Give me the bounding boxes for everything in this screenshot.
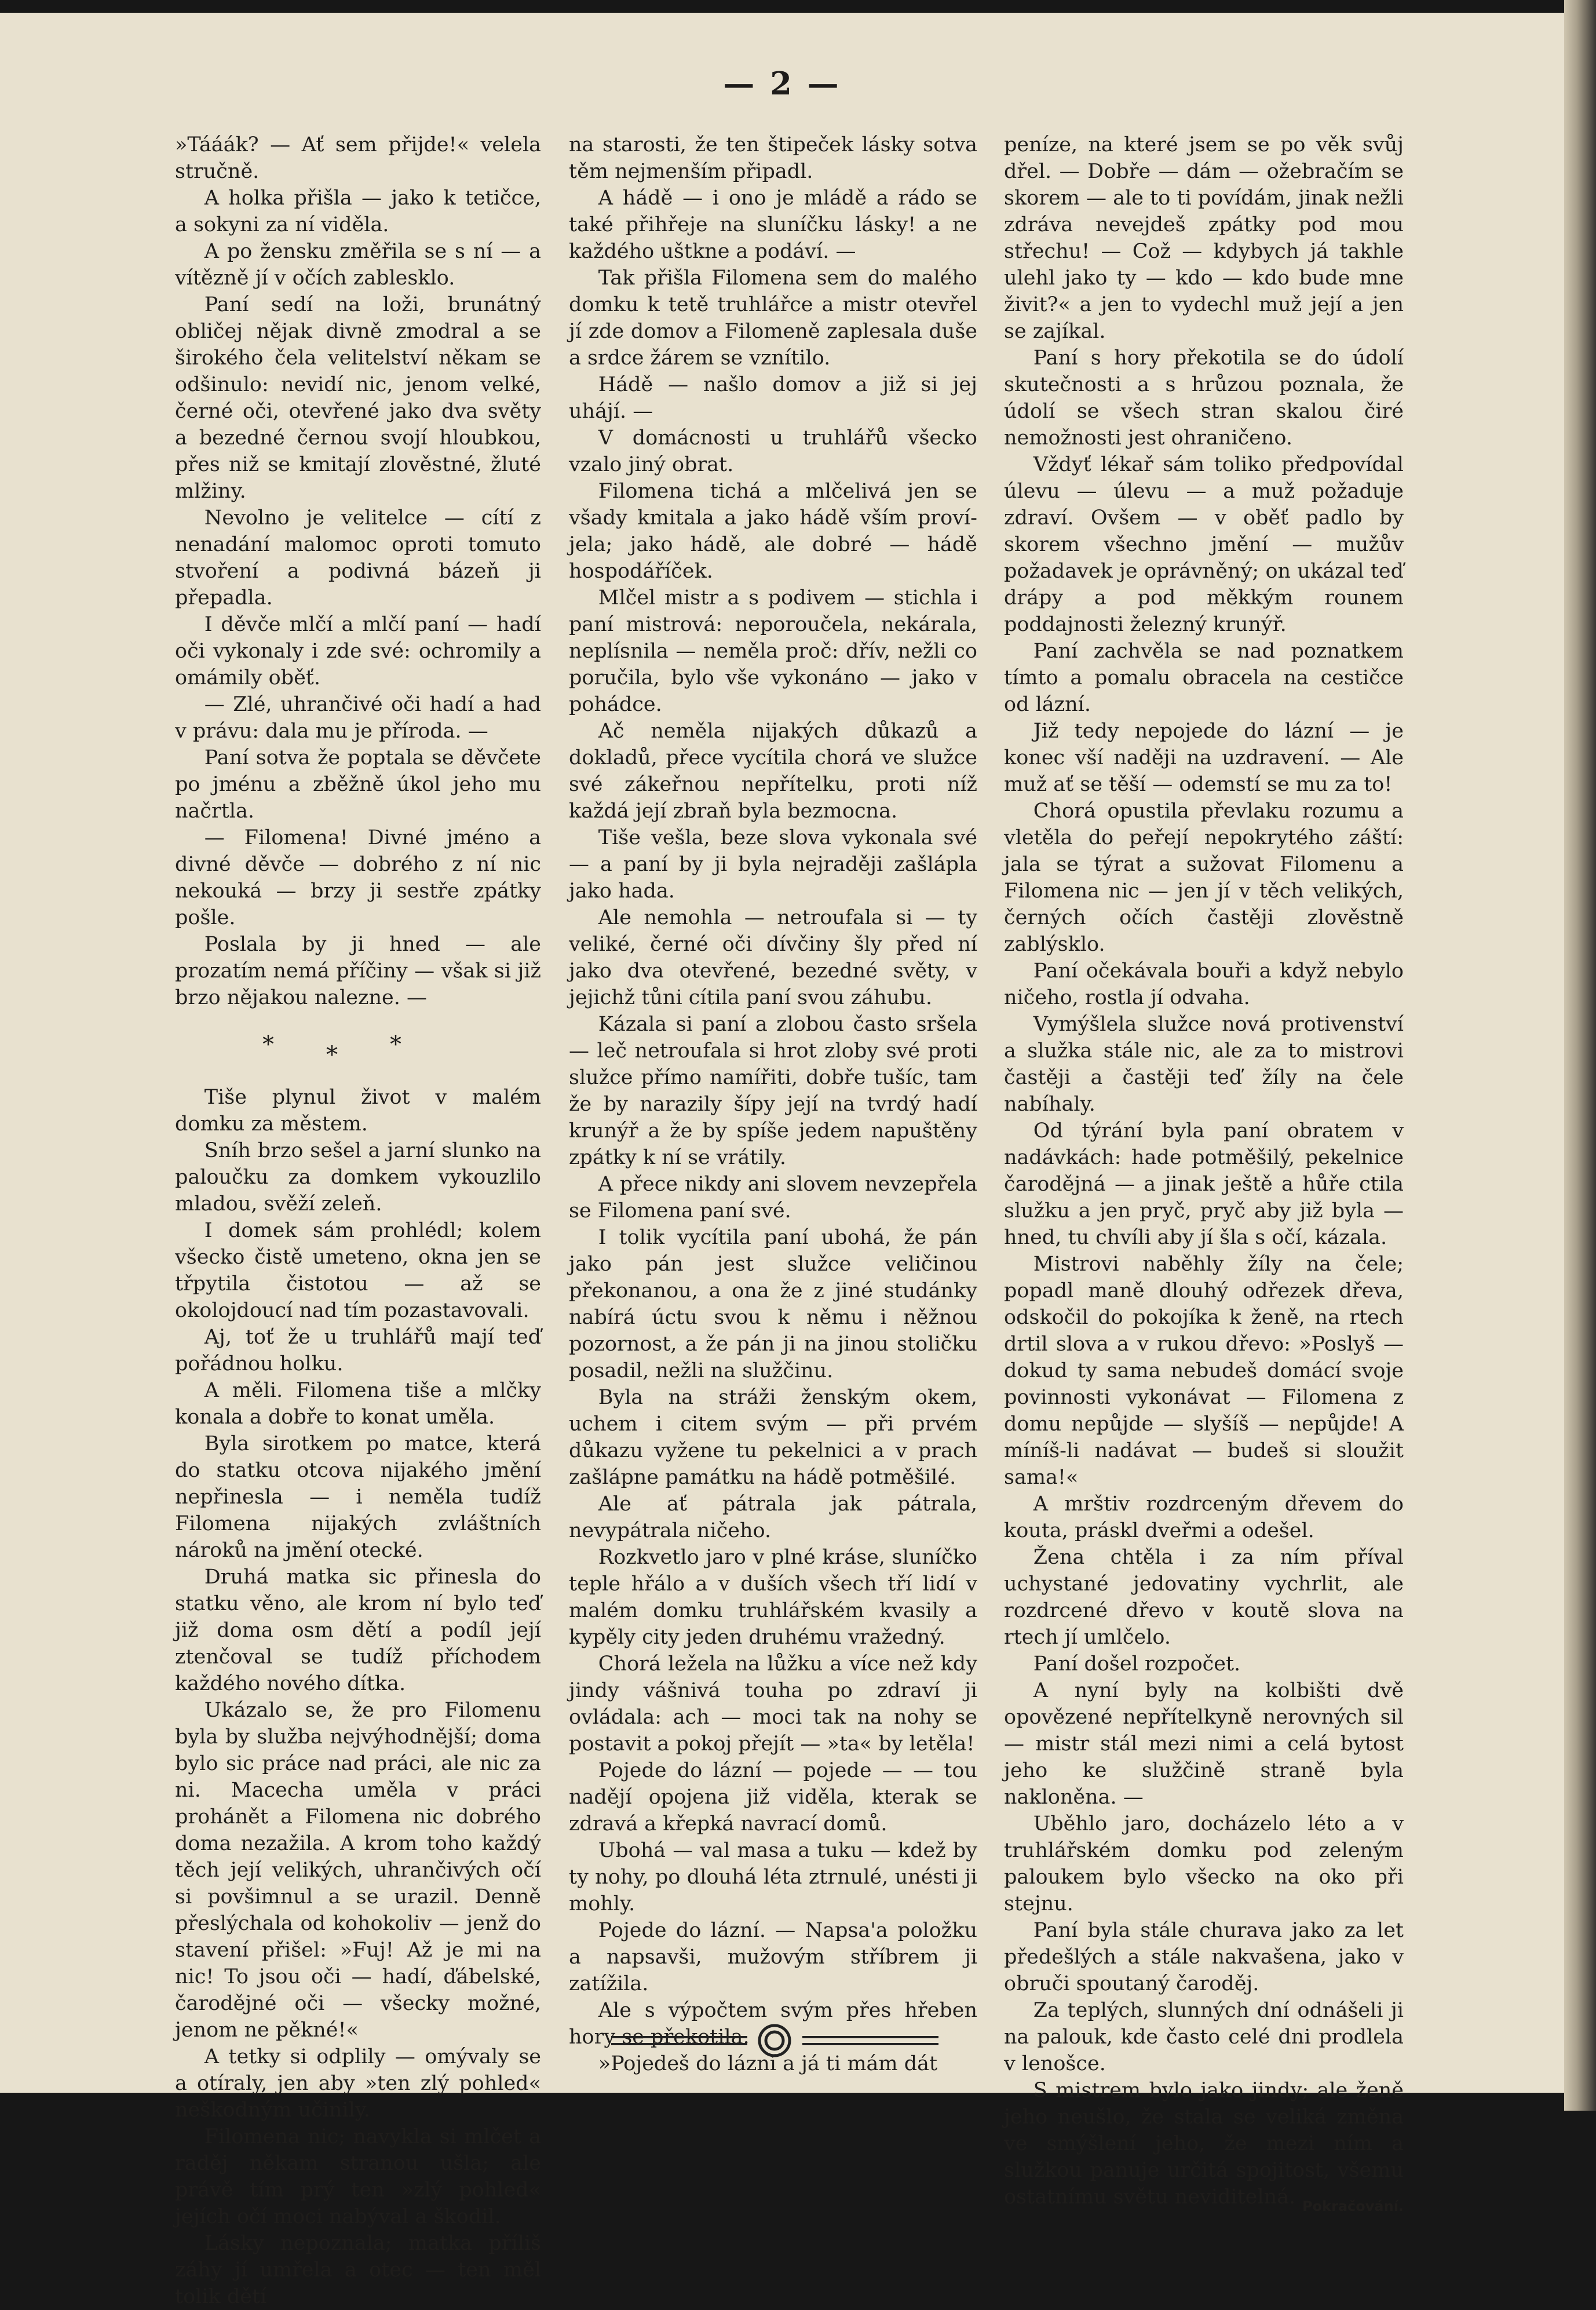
paragraph: Lásky nepoznala; matka příliš záhy jí umřela a otec — ten měl tolik dětí <box>175 2232 541 2308</box>
paragraph: Tiše vešla, beze slova vykonala své — a paní by ji byla nejraději zašlápla jako hada. <box>569 826 977 903</box>
paragraph: Pojede do lázní — pojede — — tou nadějí opojena již viděla, kterak se zdravá a křepká navrací domů. <box>569 1759 977 1835</box>
paragraph: Mlčel mistr a s podivem — stichla i paní mistrová: neporoučela, nekárala, neplísnila — neměla proč: dřív, nežli co poručila, bylo vše vykonáno — jako v pohádce. <box>569 586 977 716</box>
paragraph: Uběhlo jaro, docházelo léto a v truhlářském domku pod zeleným paloukem bylo všecko na oko při stejnu. <box>1004 1812 1404 1915</box>
paragraph: Ač neměla nijakých důkazů a dokladů, přece vycítila chorá ve služce své zákeřnou nepřítelku, proti níž každá její zbraň byla bezmocna. <box>569 720 977 823</box>
paragraph: Paní sedí na loži, brunátný obličej nějak divně zmodral a se širokého čela velitelství někam se odšinulo: nevidí nic, jenom velké, černé oči, otevřené jako dva světy a bezedné černou svojí hloubkou, přes niž se kmitají zlověstné, žluté mlžiny. <box>175 293 541 503</box>
paragraph: A tetky si odplily — omývaly se a otíraly, jen aby »ten zlý pohled« neškodným učinily. <box>175 2045 541 2122</box>
paragraph: Poslala by ji hned — ale prozatím nemá příčiny — však si již brzo nějakou nalezne. — <box>175 933 541 1009</box>
paragraph: Ale ať pátrala jak pátrala, nevypátrala ničeho. <box>569 1492 977 1542</box>
separator-star: * <box>326 1042 390 1068</box>
paragraph: Byla sirotkem po matce, která do statku otcova nijakého jmění nepřinesla — i neměla tudíž Filomena nijakých zvláštních nároků na jmění otecké. <box>175 1432 541 1562</box>
newspaper-page <box>0 13 1564 2308</box>
paragraph: Nevolno je velitelce — cítí z nenadání malomoc oproti tomuto stvoření a podivná bázeň ji přepadla. <box>175 506 541 610</box>
paragraph: Paní očekávala bouři a když nebylo ničeho, rostla jí odvaha. <box>1004 959 1404 1009</box>
paragraph: A měli. Filomena tiše a mlčky konala a dobře to konat uměla. <box>175 1379 541 1429</box>
paragraph: Za teplých, slunných dní odnášeli ji na palouk, kde často celé dni prodlela v lenošce. <box>1004 1999 1404 2075</box>
paragraph: A mrštiv rozdrceným dřevem do kouta, práskl dveřmi a odešel. <box>1004 1492 1404 1542</box>
paragraph: Hádě — našlo domov a již si jej uhájí. — <box>569 373 977 423</box>
paragraph: Tak přišla Filomena sem do malého domku k tetě truhlářce a mistr otevřel jí zde domov a Filomeně zaplesala duše a srdce žárem se vznítilo. <box>569 267 977 370</box>
paragraph: I domek sám prohlédl; kolem všecko čistě umeteno, okna jen se třpytila čistotou — až se okolojdoucí nad tím pozastavovali. <box>175 1219 541 1322</box>
paragraph: Ale s výpočtem svým přes hřeben hory se překotila. <box>569 1999 977 2049</box>
paragraph: A hádě — i ono je mládě a rádo se také přihřeje na sluníčku lásky! a ne každého uštkne a podáví. — <box>569 187 977 263</box>
paragraph: Filomena tichá a mlčelivá jen se všady kmitala a jako hádě vším províjela; jako hádě, ale dobré — hádě hospodáříček. <box>569 480 977 583</box>
paragraph: Ubohá — val masa a tuku — kdež by ty nohy, po dlouhá léta ztrnulé, unésti ji mohly. <box>569 1839 977 1915</box>
paragraph: S mistrem bylo jako jindy; ale ženě jeho neušlo, že stala se veliká změna ve smýšlení jeho, že mezi ním a služkou panuje určitá spojitost, všemu ostatnímu světu neviditelná. <box>1004 2079 1404 2209</box>
paragraph: Sníh brzo sešel a jarní slunko na paloučku za domkem vykouzlilo mladou, svěží zeleň. <box>175 1139 541 1216</box>
paragraph: Druhá matka sic přinesla do statku věno, ale krom ní bylo teď již doma osm dětí a podíl její ztenčoval se tudíž příchodem každého nového dítka. <box>175 1565 541 1695</box>
paragraph: Od týrání byla paní obratem v nadávkách: hade potměšilý, pekelnice čarodějná — a jinak ještě a hůře ctila služku a jen pryč, pryč aby již byla — hned, tu chvíli aby jí šla s očí, kázala. <box>1004 1119 1404 1249</box>
paragraph: Paní sotva že poptala se děvčete po jménu a zběžně úkol jeho mu načrtla. <box>175 746 541 823</box>
paragraph: A nyní byly na kolbišti dvě opovězené nepřítelkyně nerovných sil — mistr stál mezi nimi a celá bytost jeho ke služčině straně byla nakloněna. — <box>1004 1679 1404 1809</box>
paragraph: I děvče mlčí a mlčí paní — hadí oči vykonaly i zde své: ochromily a omámily oběť. <box>175 613 541 689</box>
paragraph: Tiše plynul život v malém domku za městem. <box>175 1086 541 1136</box>
text-column-1 <box>175 132 541 2310</box>
paragraph: Filomena nic; navykla si mlčet a raděj někam stranou ušla; ale právě tím prý ten »zlý pohled« jejích očí moci nabýval a škodil. <box>175 2125 541 2228</box>
paragraph: A po žensku změřila se s ní — a vítězně jí v očích zablesklo. <box>175 240 541 290</box>
paragraph: peníze, na které jsem se po věk svůj dřel. — Dobře — dám — ožebračím se skorem — ale to ti povídám, jinak nežli zdráva nevejdeš zpátky pod mou střechu! — Což — kdybych já takhle ulehl jako ty — kdo — kdo bude mne živit?« a jen to vydechl muž její a jen se zajíkal. <box>1004 133 1404 343</box>
paragraph: Chorá opustila převlaku rozumu a vletěla do peřejí nepokrytého záští: jala se týrat a sužovat Filomenu a Filomena nic — jen jí v těch velikých, černých očích častěji zlověstně zablýsklo. <box>1004 800 1404 956</box>
page-spine-edge <box>1564 0 1596 2111</box>
paragraph: »Tááák? — Ať sem přijde!« velela stručně. <box>175 133 541 183</box>
continued-label: Pokračování. <box>1302 2198 1404 2214</box>
separator-star: * <box>262 1031 326 1058</box>
paragraph: Aj, toť že u truhlářů mají teď pořádnou holku. <box>175 1326 541 1375</box>
page-number: — 2 — <box>723 65 841 102</box>
paragraph: I tolik vycítila paní ubohá, že pán jako pán jest služce veličinou překonanou, a ona že z jiné studánky nabírá úctu svou k němu i něžnou pozornost, a že pán ji na jinou stoličku posadil, nežli na služčinu. <box>569 1226 977 1382</box>
paragraph: Paní byla stále churava jako za let předešlých a stále nakvašena, jako v obruči spoutaný čaroděj. <box>1004 1919 1404 1995</box>
paragraph: Byla na stráži ženským okem, uchem i citem svým — při prvém důkazu vyžene tu pekelnici a v prach zašlápne památku na hádě potměšilé. <box>569 1386 977 1489</box>
text-column-3 <box>1004 132 1404 2220</box>
paragraph: Vymýšlela služce nová protivenství a služka stále nic, ale za to mistrovi častěji a častěji teď žíly na čele nabíhaly. <box>1004 1013 1404 1116</box>
paragraph: Chorá ležela na lůžku a více než kdy jindy vášnivá touha po zdraví ji ovládala: ach — moci tak na nohy se postavit a pokoj přejít — »ta« by letěla! <box>569 1652 977 1756</box>
paragraph: A holka přišla — jako k tetičce, a sokyni za ní viděla. <box>175 187 541 236</box>
paragraph: Ale nemohla — netroufala si — ty veliké, černé oči dívčiny šly před ní jako dva otevřené, bezedné světy, v jejichž tůni cítila paní svou záhubu. <box>569 906 977 1009</box>
ornament-divider <box>611 2023 938 2058</box>
paragraph: — Zlé, uhrančivé oči hadí a had v právu: dala mu je příroda. — <box>175 693 541 743</box>
paragraph: Mistrovi naběhly žíly na čele; popadl maně dlouhý odřezek dřeva, odskočil do pokojíka k ženě, na rtech drtil slova a v rukou dřevo: »Poslyš — dokud ty sama nebudeš domácí svoje povinnosti vykonávat — Filomena z domu nepůjde — slyšíš — nepůjde! A míníš-li nadávat — budeš si sloužit sama!« <box>1004 1253 1404 1489</box>
paragraph: Ukázalo se, že pro Filomenu byla by služba nejvýhodnější; doma bylo sic práce nad práci, ale nic za ni. Macecha uměla v práci prohánět a Filomena nic dobrého doma nezažila. A krom toho každý těch její velikých, uhrančivých očí si povšimnul a se urazil. Denně přeslýchala od kohokoliv — jenž do stavení přišel: »Fuj! Až je mi na nic! To jsou oči — hadí, ďábelské, čarodějné oči — všecky možné, jenom ne pěkné!« <box>175 1699 541 2042</box>
paragraph: V domácnosti u truhlářů všecko vzalo jiný obrat. <box>569 426 977 476</box>
paragraph: Vždyť lékař sám toliko předpovídal úlevu — úlevu — a muž požaduje zdraví. Ovšem — v oběť padlo by skorem všechno jmění — mužův požadavek je oprávněný; on ukázal teď drápy a pod měkkým rounem poddajnosti železný krunýř. <box>1004 453 1404 636</box>
paragraph: A přece nikdy ani slovem nevzepřela se Filomena paní své. <box>569 1173 977 1222</box>
paragraph: — Filomena! Divné jméno a divné děvče — dobrého z ní nic nekouká — brzy ji sestře zpátky pošle. <box>175 826 541 929</box>
text-column-2 <box>569 132 977 2077</box>
paragraph: Kázala si paní a zlobou často sršela — leč netroufala si hrot zloby své proti služce přímo namířiti, dobře tušíc, tam že by narazily šípy její na tvrdý hadí krunýř a že by spíše jedem napuštěny zpátky k ní se vrátily. <box>569 1013 977 1169</box>
separator-star: * <box>390 1031 454 1058</box>
paragraph: Paní zachvěla se nad poznatkem tímto a pomalu obracela na cestičce od lázní. <box>1004 640 1404 716</box>
paragraph: Žena chtěla i za ním příval uchystané jedovatiny vychrlit, ale rozdrcené dřevo v koutě slova na rtech jí umlčelo. <box>1004 1546 1404 1649</box>
section-separator <box>175 1031 541 1068</box>
paragraph: »Pojedeš do lázní a já ti mám dát <box>598 2052 938 2075</box>
paragraph: Pojede do lázní. — Napsa'a položku a napsavši, mužovým stříbrem ji zatížila. <box>569 1919 977 1995</box>
paragraph: Paní došel rozpočet. <box>1033 1652 1241 1676</box>
paragraph: Rozkvetlo jaro v plné kráse, sluníčko teple hřálo a v duších všech tří lidí v malém domku truhlářském kvasily a kypěly city jeden druhému vražedný. <box>569 1546 977 1649</box>
paragraph: na starosti, že ten štipeček lásky sotva těm nejmenším připadl. <box>569 133 977 183</box>
paragraph: Již tedy nepojede do lázní — je konec vší naději na uzdravení. — Ale muž ať se těší — odemstí se mu za to! <box>1004 720 1404 796</box>
paragraph: Paní s hory překotila se do údolí skutečnosti a s hrůzou poznala, že údolí se všech stran skalou čiré nemožnosti jest ohraničeno. <box>1004 346 1404 450</box>
